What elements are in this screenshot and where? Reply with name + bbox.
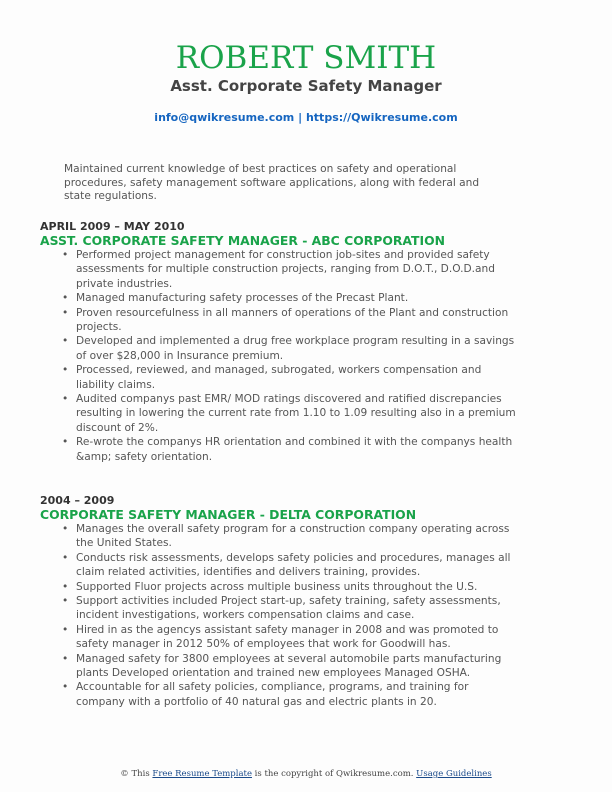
list-item: • Support activities included Project start-up, safety training, safety assessments, incident investigations, workers compensation claims and case. bbox=[76, 594, 530, 623]
candidate-title: Asst. Corporate Safety Manager bbox=[170, 77, 442, 95]
list-item: • Managed safety for 3800 employees at several automobile parts manufacturing plants Developed orientation and trained new employees Managed OSHA. bbox=[76, 652, 530, 681]
list-item: • Manages the overall safety program for a construction company operating across the United States. bbox=[76, 522, 530, 551]
job-date: 2004 – 2009 bbox=[40, 494, 115, 507]
job-bullets bbox=[40, 248, 530, 464]
email-link[interactable]: info@qwikresume.com bbox=[154, 111, 295, 124]
separator: | bbox=[294, 111, 306, 124]
job-entry bbox=[40, 494, 530, 709]
list-item: • Accountable for all safety policies, compliance, programs, and training for company with a portfolio of 40 natural gas and electric plants in 20. bbox=[76, 680, 530, 709]
job-bullets bbox=[40, 522, 530, 709]
contact-line bbox=[0, 111, 612, 124]
list-item: • Performed project management for construction job-sites and provided safety assessments for multiple construction projects, ranging from D.O.T., D.O.D.and private industries. bbox=[76, 248, 530, 291]
list-item: • Managed manufacturing safety processes of the Precast Plant. bbox=[76, 291, 530, 305]
candidate-name: ROBERT SMITH bbox=[175, 40, 437, 76]
job-entry bbox=[40, 220, 530, 464]
footer bbox=[0, 769, 612, 779]
footer-middle: is the copyright of Qwikresume.com. bbox=[251, 769, 417, 779]
list-item: • Proven resourcefulness in all manners of operations of the Plant and construction projects. bbox=[76, 306, 530, 335]
usage-guidelines-link[interactable]: Usage Guidelines bbox=[416, 769, 492, 779]
list-item: • Audited companys past EMR/ MOD ratings discovered and ratified discrepancies resulting in lowering the current rate from 1.10 to 1.09 resulting also in a premium discount of 2%. bbox=[76, 392, 530, 435]
list-item: • Conducts risk assessments, develops safety policies and procedures, manages all claim related activities, identifies and delivers training, provides. bbox=[76, 551, 530, 580]
job-date: APRIL 2009 – MAY 2010 bbox=[40, 220, 185, 233]
list-item: • Supported Fluor projects across multiple business units throughout the U.S. bbox=[76, 580, 530, 594]
job-title: CORPORATE SAFETY MANAGER - DELTA CORPORATION bbox=[40, 507, 417, 522]
list-item: • Processed, reviewed, and managed, subrogated, workers compensation and liability claims. bbox=[76, 363, 530, 392]
job-title: ASST. CORPORATE SAFETY MANAGER - ABC CORPORATION bbox=[40, 233, 446, 248]
summary: Maintained current knowledge of best practices on safety and operational procedures, safety management software applications, along with federal and state regulations. bbox=[64, 163, 480, 202]
free-resume-template-link[interactable]: Free Resume Template bbox=[152, 769, 252, 779]
website-link[interactable]: https://Qwikresume.com bbox=[305, 111, 458, 124]
list-item: • Developed and implemented a drug free workplace program resulting in a savings of over $28,000 in Insurance premium. bbox=[76, 334, 530, 363]
list-item: • Hired in as the agencys assistant safety manager in 2008 and was promoted to safety manager in 2012 50% of employees that work for Goodwill has. bbox=[76, 623, 530, 652]
footer-prefix: © This bbox=[120, 769, 153, 779]
list-item: • Re-wrote the companys HR orientation and combined it with the companys health &amp; safety orientation. bbox=[76, 435, 530, 464]
